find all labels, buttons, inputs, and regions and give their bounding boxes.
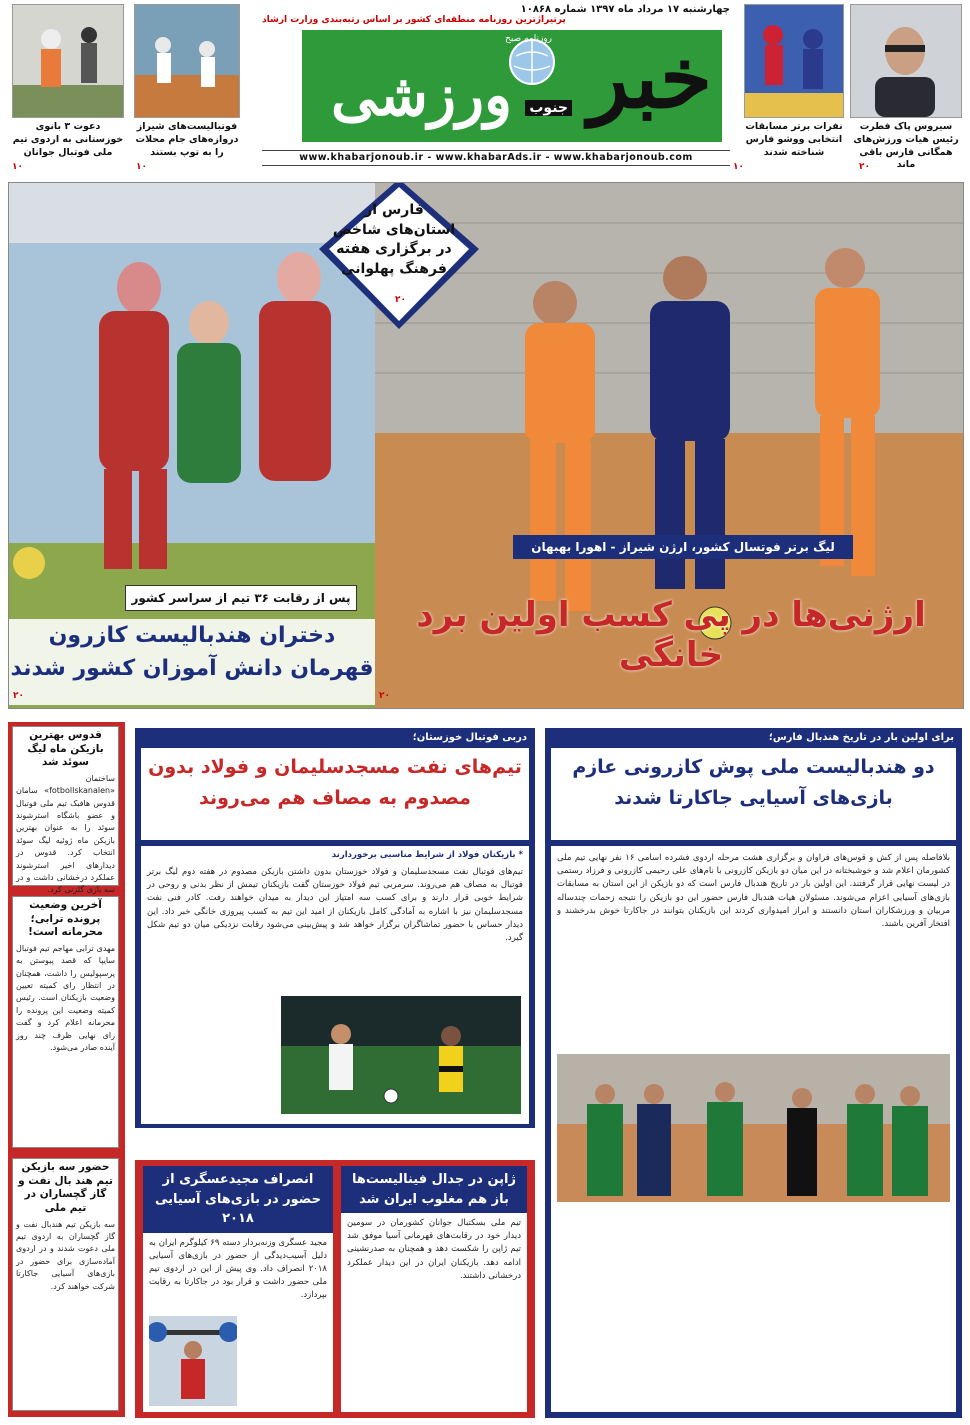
handball-article-body-box xyxy=(551,846,956,1412)
daily-label: روزنامه صبح xyxy=(505,34,552,44)
derby-body-box xyxy=(141,846,529,1124)
dateline: چهارشنبه ۱۷ مرداد ماه ۱۳۹۷ شماره ۱۰۸۶۸ xyxy=(520,4,730,15)
logo-green-band xyxy=(302,30,722,142)
dateline-row xyxy=(262,4,730,25)
bottom-boxes xyxy=(135,1160,535,1418)
teaser-page: ۱۰ xyxy=(136,162,147,172)
teaser-1[interactable] xyxy=(850,4,962,172)
teaser-page: ۱۰ xyxy=(12,162,23,172)
asgari-headline: انصراف مجیدعسگری از حضور در بازی‌های آسیایی ۲۰۱۸ xyxy=(143,1166,333,1233)
handball-article xyxy=(545,728,962,1418)
handball-article-headline-box xyxy=(551,748,956,840)
hero-box[interactable] xyxy=(327,183,461,317)
teaser-caption: سیروس پاک فطرت رئیس هیات ورزش‌های همگانی فارس باقی ماند xyxy=(853,121,959,171)
teaser-page: ۱۰ xyxy=(733,162,744,172)
teaser-photo xyxy=(744,4,844,118)
sidebar-item[interactable] xyxy=(12,896,119,1148)
handball-page: ۲۰ xyxy=(13,691,24,701)
handball-kicker: پس از رقابت ۳۶ تیم از سراسر کشور xyxy=(125,585,357,611)
teaser-photo xyxy=(12,4,124,118)
derby-article xyxy=(135,728,535,1128)
hero-box-page: ۲۰ xyxy=(395,295,406,305)
slogan: پرتیراژترین روزنامه منطقه‌ای کشور بر اساس رتبه‌بندی وزارت ارشاد xyxy=(262,15,566,25)
futsal-kicker: لیگ برتر فوتسال کشور، ارژن شیراز - اهورا بهبهان xyxy=(513,535,853,559)
derby-headline-box xyxy=(141,748,529,840)
derby-kicker: دربی فوتبال خوزستان؛ xyxy=(412,732,527,743)
hero-section xyxy=(8,182,964,709)
derby-photo xyxy=(281,996,521,1114)
sidebar-item[interactable] xyxy=(12,726,119,895)
teaser-page: ۲۰ xyxy=(859,162,870,172)
japan-headline: ژاپن در جدال فینالیست‌ها باز هم مغلوب ایران شد xyxy=(341,1166,527,1213)
japan-body: تیم ملی بسکتبال جوانان کشورمان در سومین دیدار خود در رقابت‌های قهرمانی آسیا موفق شد تیم ژاپن را شکست دهد و همچنان به صدرنشینی ادامه دهد. بازیکنان ایران در این دیدار عملکرد درخشانی داشتند. xyxy=(347,1218,521,1281)
sidebar-body: سه بازیکن تیم هندبال نفت و گاز گچساران به اردوی تیم ملی دعوت شدند و در اردوی آماده‌سازی برای حضور در بازی‌های آسیایی جاکارتا شرکت خواهند کرد. xyxy=(16,1219,115,1291)
teaser-caption: نفرات برتر مسابقات انتخابی ووشو فارس شناخته شدند xyxy=(745,121,843,158)
teaser-photo xyxy=(134,4,240,118)
teaser-caption: دعوت ۳ بانوی خوزستانی به اردوی تیم ملی فوتبال جوانان xyxy=(12,121,124,158)
masthead xyxy=(0,0,970,178)
newspaper-logo-block xyxy=(262,4,730,151)
derby-subhead: * بازیکنان فولاد از شرایط مناسبی برخوردارند xyxy=(331,850,523,860)
futsal-headline[interactable]: ارژنی‌ها در پی کسب اولین برد خانگی xyxy=(416,595,926,675)
logo-sub: جنوب xyxy=(525,100,572,116)
teaser-4[interactable] xyxy=(12,4,124,159)
sidebar-title: حضور سه بازیکن تیم هند بال نفت و گاز گچساران در تیم ملی xyxy=(18,1161,113,1214)
sidebar-title: قدوس بهترین بازیکن ماه لیگ سوئد شد xyxy=(27,729,104,769)
handball-team-photo xyxy=(557,1054,950,1202)
weightlifter-photo xyxy=(149,1316,237,1406)
teaser-2[interactable] xyxy=(744,4,844,159)
news-sidebar xyxy=(8,722,125,1417)
teaser-3[interactable] xyxy=(134,4,240,159)
handball-article-kicker: برای اولین بار در تاریخ هندبال فارس؛ xyxy=(768,732,954,743)
handball-headline[interactable]: دختران هندبالیست کازرون قهرمان دانش آموزان کشور شدند xyxy=(9,619,375,705)
sidebar-body: مهدی ترابی مهاجم تیم فوتبال سایپا که قصد پیوستن به پرسپولیس را داشت، همچنان در انتظار رای کمیته تعیین وضعیت بازیکنان است. رئیس کمیته وضعیت این پرونده را محرمانه اعلام کرد و گفت رای نهایی ظرف چند روز آینده صادر می‌شود. xyxy=(16,943,115,1053)
handball-article-headline[interactable]: دو هندبالیست ملی پوش کازرونی عازم بازی‌های آسیایی جاکارتا شدند xyxy=(572,756,935,810)
asgari-box[interactable] xyxy=(143,1166,333,1412)
japan-box[interactable] xyxy=(341,1166,527,1412)
handball-article-body: بلافاصله پس از کش و قوس‌های فراوان و برگزاری هشت مرحله اردوی فشرده اسامی ۱۶ نفر نهایی تیم ملی کشورمان اعلام شد و خوشبختانه در این میان دو بازیکن کازرونی با نام‌های علی رحیمی کازرونی و فرزاد رستمی در لیست نهایی قرار گرفتند. این اولین بار در تاریخ هندبال فارس است که دو بازیکن از این استان به مسابقات بازی‌های آسیایی اعزام می‌شوند. مسئولان هیات هندبال فارس حضور این دو بازیکن را نتیجه زحمات چندساله مربیان و ورزشکاران استان دانستند و ابراز امیدواری کردند این بازیکنان بتوانند در جاکارتا خوش بدرخشند و افتخار آفرین باشند. xyxy=(557,853,951,929)
derby-headline[interactable]: تیم‌های نفت مسجدسلیمان و فولاد بدون مصدوم به مصاف هم می‌روند xyxy=(148,756,522,810)
sidebar-title: آخرین وضعیت پرونده ترابی؛ محرمانه است! xyxy=(28,899,103,939)
sidebar-item[interactable] xyxy=(12,1158,119,1411)
hero-box-headline: فارس از استان‌های شاخص در برگزاری هفته فرهنگ پهلوانی xyxy=(332,202,456,277)
derby-body: تیم‌های فوتبال نفت مسجدسلیمان و فولاد خوزستان بدون داشتن بازیکن مصدوم در هفته دوم لیگ برتر فوتبال به مصاف هم می‌روند. سرمربی تیم فولاد خوزستان گفت بازیکنان تیمش از نظر بدنی و روحی در شرایط خوبی قرار دارند و برای کسب سه امتیاز این دیدار به میدان خواهند رفت. کادر فنی نفت مسجدسلیمان نیز با اشاره به آمادگی کامل بازیکنان از امید این تیم به کسب پیروزی خانگی خبر داد. این دیدار حساس با حضور تماشاگران برگزار خواهد شد و پیش‌بینی می‌شود رقابت نزدیکی میان دو تیم شکل گیرد. xyxy=(147,867,523,943)
logo-side: ورزشی xyxy=(331,61,512,129)
websites[interactable]: www.khabarjonoub.ir - www.khabarAds.ir - www.khabarjonoub.com xyxy=(262,150,730,166)
sidebar-body: ساختمان «fotbollskanalen» سامان قدوس هافبک تیم ملی فوتبال و عضو باشگاه استرشوند سوئد را به عنوان بهترین بازیکن ماه ژوئیه لیگ سوئد انتخاب کرد. قدوس در دیدارهای اخیر استرشوند عملکرد درخشانی داشت و در سه بازی گلزنی کرد. xyxy=(16,773,115,895)
asgari-body: مجید عسگری وزنه‌بردار دسته ۶۹ کیلوگرم ایران به دلیل آسیب‌دیدگی از حضور در بازی‌های آسیایی ۲۰۱۸ انصراف داد. وی پیش از این در اردوی تیم ملی حضور داشت و قرار بود در جاکارتا به رقابت بپردازد. xyxy=(149,1237,327,1301)
logo-main: خبر xyxy=(588,30,712,127)
futsal-page: ۲۰ xyxy=(379,691,390,701)
teaser-caption: فوتبالیست‌های شیراز دروازه‌های جام محلات را به توپ بستند xyxy=(135,121,239,158)
teaser-photo xyxy=(850,4,962,118)
